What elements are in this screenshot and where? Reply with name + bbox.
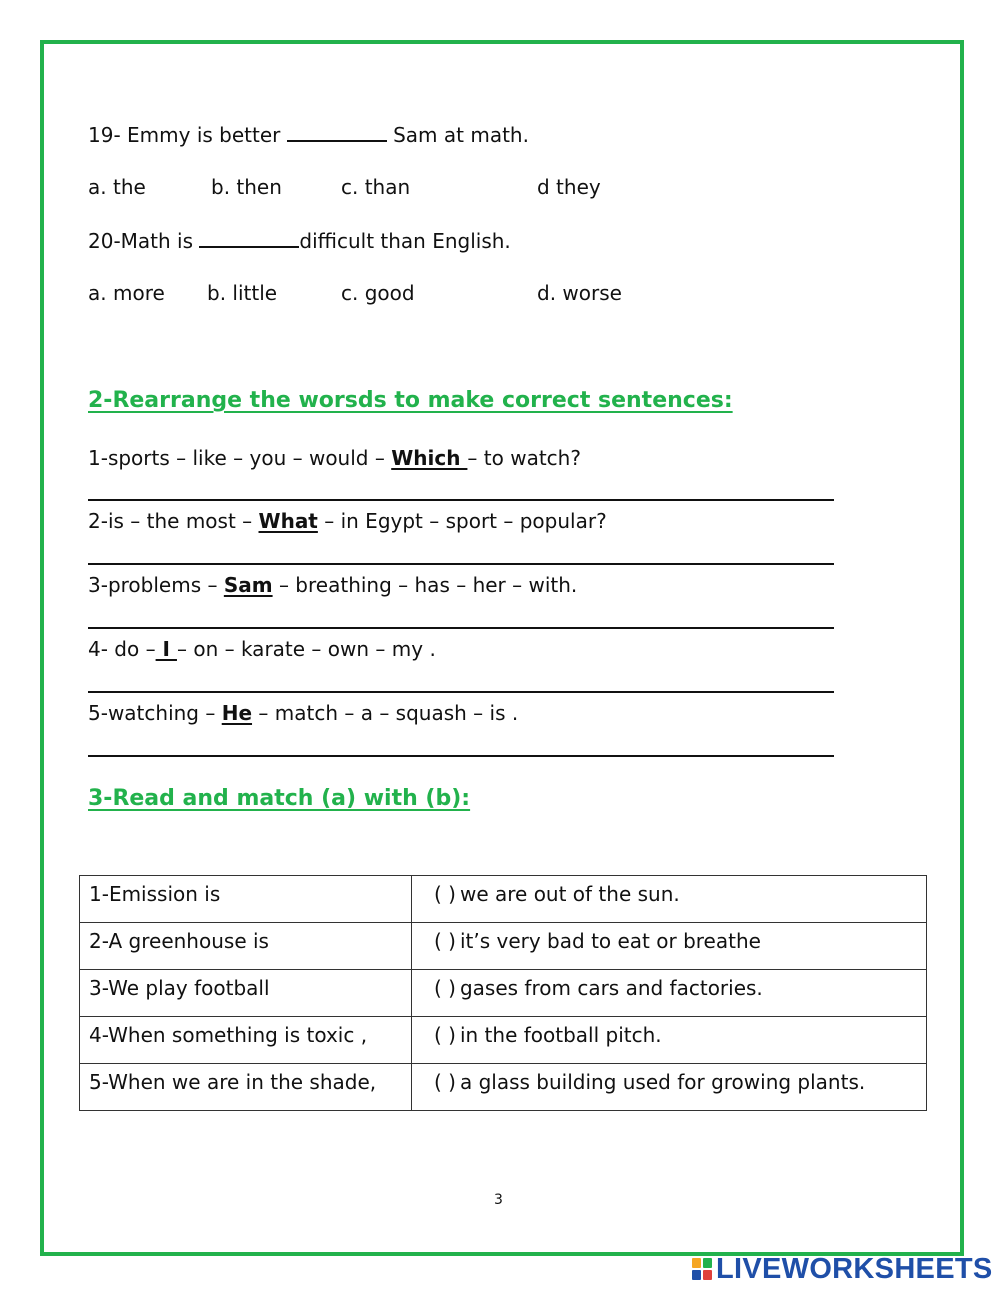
item-text: – to watch? [467,446,581,470]
item-key-word: I [155,637,177,661]
column-b-text: we are out of the sun. [459,882,680,906]
item-text: 4- do – [88,637,156,661]
table-row [80,876,927,923]
match-answer-box[interactable]: ( ) [434,1070,456,1094]
rearrange-item-5 [88,701,518,725]
column-b-cell [412,1017,927,1064]
table-row [80,970,927,1017]
column-a-cell: 2-A greenhouse is [80,923,412,970]
match-answer-box[interactable]: ( ) [434,929,456,953]
q20-option-b[interactable]: b. little [207,281,278,305]
answer-line-5[interactable] [88,755,834,757]
question-20 [88,228,511,253]
rearrange-item-3 [88,573,577,597]
column-b-cell [412,1064,927,1111]
logo-blocks-icon [692,1258,712,1280]
column-a-cell: 1-Emission is [80,876,412,923]
table-row [80,923,927,970]
match-answer-box[interactable]: ( ) [434,882,456,906]
column-b-text: it’s very bad to eat or breathe [459,929,761,953]
item-key-word: Which [391,446,468,470]
column-b-text: a glass building used for growing plants. [459,1070,866,1094]
match-table [79,875,927,1111]
q19-text-before: 19- Emmy is better [88,123,287,147]
item-text: 5-watching – [88,701,222,725]
rearrange-item-1 [88,446,581,470]
page-number: 3 [494,1192,503,1208]
answer-line-2[interactable] [88,563,834,565]
item-text: 3-problems – [88,573,224,597]
q20-option-a[interactable]: a. more [88,281,165,305]
q20-option-d[interactable]: d. worse [537,281,622,305]
column-a-cell: 3-We play football [80,970,412,1017]
item-key-word: He [221,701,253,725]
answer-line-4[interactable] [88,691,834,693]
item-text: 2-is – the most – [88,509,259,533]
liveworksheets-logo [692,1254,993,1284]
q19-option-c[interactable]: c. than [341,175,411,199]
column-b-cell [412,970,927,1017]
answer-line-3[interactable] [88,627,834,629]
column-b-cell [412,923,927,970]
logo-wordmark: LIVEWORKSHEETS [716,1252,993,1285]
column-b-text: in the football pitch. [459,1023,662,1047]
answer-line-1[interactable] [88,499,834,501]
column-a-cell: 4-When something is toxic , [80,1017,412,1064]
item-text: 1-sports – like – you – would – [88,446,392,470]
section-3-heading: 3-Read and match (a) with (b): [88,786,471,811]
rearrange-item-2 [88,509,607,533]
match-answer-box[interactable]: ( ) [434,976,456,1000]
item-text: – on – karate – own – my . [176,637,436,661]
q19-blank[interactable] [287,122,387,142]
q19-option-a[interactable]: a. the [88,175,146,199]
q20-text-before: 20-Math is [88,229,200,253]
q19-option-b[interactable]: b. then [211,175,282,199]
match-answer-box[interactable]: ( ) [434,1023,456,1047]
column-b-text: gases from cars and factories. [459,976,763,1000]
section-2-heading: 2-Rearrange the worsds to make correct sentences: [88,388,733,413]
q20-option-c[interactable]: c. good [341,281,415,305]
item-text: – match – a – squash – is . [252,701,519,725]
q20-blank[interactable] [199,228,299,248]
column-b-cell [412,876,927,923]
column-a-cell: 5-When we are in the shade, [80,1064,412,1111]
q19-text-after: Sam at math. [386,123,529,147]
table-row [80,1064,927,1111]
q20-text-after: difficult than English. [299,229,511,253]
q19-option-d[interactable]: d they [537,175,601,199]
item-key-word: Sam [223,573,273,597]
item-text: – in Egypt – sport – popular? [317,509,607,533]
question-19 [88,122,529,147]
rearrange-item-4 [88,637,436,661]
item-key-word: What [258,509,318,533]
item-text: – breathing – has – her – with. [272,573,578,597]
table-row [80,1017,927,1064]
